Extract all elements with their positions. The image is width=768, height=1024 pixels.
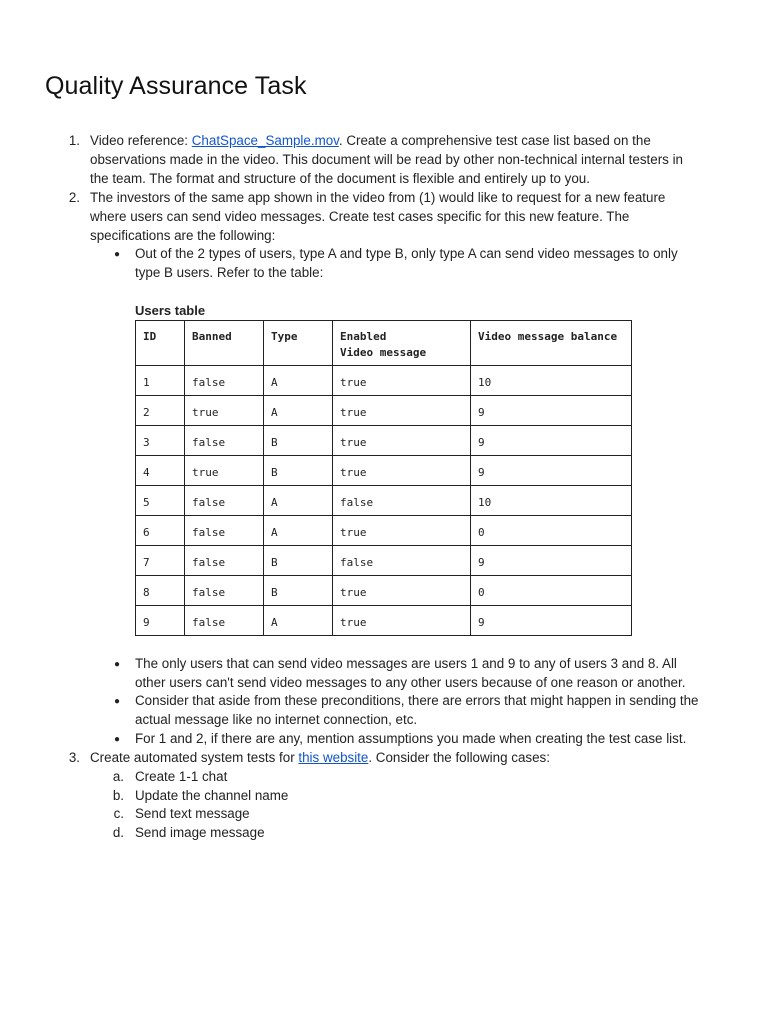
spec-bullet-2-line-1: The only users that can send video messages are users 1 and 9 to any of users 3 and 8. All bbox=[135, 656, 677, 671]
users-table-body bbox=[136, 366, 632, 636]
header-video-message-balance: Video message balance bbox=[471, 321, 632, 366]
cell-type: A bbox=[264, 366, 333, 396]
cell-banned: false bbox=[185, 516, 264, 546]
cell-type: B bbox=[264, 576, 333, 606]
header-enabled-line-2: Video message bbox=[340, 346, 427, 359]
cell-id: 8 bbox=[136, 576, 185, 606]
item-2-line-2: where users can send video messages. Create test cases specific for this new feature. The bbox=[90, 209, 630, 224]
header-enabled-line-1: Enabled bbox=[340, 330, 387, 343]
cell-type: B bbox=[264, 456, 333, 486]
table-row bbox=[136, 486, 632, 516]
cell-type: B bbox=[264, 546, 333, 576]
spec-bullet-3-line-2: actual message like no internet connection, etc. bbox=[135, 712, 418, 727]
bullet-icon: ● bbox=[113, 659, 121, 670]
spec-bullet-3-line-1: Consider that aside from these preconditions, there are errors that might happen in sending the bbox=[135, 693, 699, 708]
cell-banned: true bbox=[185, 396, 264, 426]
cell-banned: false bbox=[185, 486, 264, 516]
users-table-header-row bbox=[136, 321, 632, 366]
cell-type: A bbox=[264, 606, 333, 636]
header-type: Type bbox=[264, 321, 333, 366]
spec-bullet-1-line-2: type B users. Refer to the table: bbox=[135, 265, 324, 280]
page-title: Quality Assurance Task bbox=[45, 72, 307, 100]
users-table-caption: Users table bbox=[135, 303, 206, 318]
cell-id: 4 bbox=[136, 456, 185, 486]
cell-id: 2 bbox=[136, 396, 185, 426]
cell-enabled: false bbox=[333, 546, 471, 576]
cell-balance: 9 bbox=[471, 606, 632, 636]
item-1-line-1 bbox=[90, 132, 651, 151]
video-reference-link[interactable]: ChatSpace_Sample.mov bbox=[191, 133, 339, 148]
sub-item-send-image: Send image message bbox=[135, 825, 265, 840]
cell-banned: true bbox=[185, 456, 264, 486]
bullet-icon: ● bbox=[113, 249, 121, 260]
cell-id: 7 bbox=[136, 546, 185, 576]
sub-item-send-text: Send text message bbox=[135, 806, 250, 821]
sub-item-letter: d. bbox=[112, 825, 124, 840]
cell-type: A bbox=[264, 486, 333, 516]
cell-banned: false bbox=[185, 546, 264, 576]
table-row bbox=[136, 426, 632, 456]
item-1-prefix: Video reference: bbox=[90, 133, 192, 148]
bullet-icon: ● bbox=[113, 696, 121, 707]
header-banned: Banned bbox=[185, 321, 264, 366]
cell-balance: 9 bbox=[471, 456, 632, 486]
table-row bbox=[136, 516, 632, 546]
cell-enabled: true bbox=[333, 606, 471, 636]
cell-id: 1 bbox=[136, 366, 185, 396]
table-row bbox=[136, 546, 632, 576]
cell-balance: 9 bbox=[471, 426, 632, 456]
cell-banned: false bbox=[185, 576, 264, 606]
table-row bbox=[136, 456, 632, 486]
cell-enabled: true bbox=[333, 366, 471, 396]
cell-balance: 10 bbox=[471, 486, 632, 516]
list-number-1: 1. bbox=[68, 133, 80, 148]
table-row bbox=[136, 396, 632, 426]
item-1-line-3: the team. The format and structure of the document is flexible and entirely up to you. bbox=[90, 171, 590, 186]
item-1-line-1-rest: . Create a comprehensive test case list based on the bbox=[338, 133, 651, 148]
cell-enabled: true bbox=[333, 516, 471, 546]
spec-bullet-2-line-2: other users can't send video messages to any other users because of one reason or another. bbox=[135, 675, 686, 690]
item-3-suffix: . Consider the following cases: bbox=[368, 750, 550, 765]
spec-bullet-1-line-1: Out of the 2 types of users, type A and type B, only type A can send video messages to only bbox=[135, 246, 678, 261]
cell-balance: 0 bbox=[471, 516, 632, 546]
item-1-line-2: observations made in the video. This document will be read by other non-technical internal testers in bbox=[90, 152, 683, 167]
sub-item-letter: b. bbox=[112, 788, 124, 803]
item-2-line-3: specifications are the following: bbox=[90, 228, 276, 243]
header-id: ID bbox=[136, 321, 185, 366]
item-3-line-1 bbox=[90, 749, 550, 768]
cell-enabled: false bbox=[333, 486, 471, 516]
table-row bbox=[136, 606, 632, 636]
sub-item-letter: c. bbox=[113, 806, 124, 821]
item-3-prefix: Create automated system tests for bbox=[90, 750, 299, 765]
cell-id: 9 bbox=[136, 606, 185, 636]
cell-enabled: true bbox=[333, 576, 471, 606]
cell-type: A bbox=[264, 516, 333, 546]
cell-id: 6 bbox=[136, 516, 185, 546]
bullet-icon: ● bbox=[113, 734, 121, 745]
table-row bbox=[136, 576, 632, 606]
website-link[interactable]: this website bbox=[298, 750, 369, 765]
table-row bbox=[136, 366, 632, 396]
cell-enabled: true bbox=[333, 396, 471, 426]
cell-balance: 9 bbox=[471, 396, 632, 426]
cell-id: 5 bbox=[136, 486, 185, 516]
list-number-3: 3. bbox=[68, 750, 80, 765]
item-2-line-1: The investors of the same app shown in the video from (1) would like to request for a new feature bbox=[90, 190, 666, 205]
cell-id: 3 bbox=[136, 426, 185, 456]
cell-banned: false bbox=[185, 426, 264, 456]
header-enabled-video-message bbox=[333, 321, 471, 366]
spec-bullet-4-line-1: For 1 and 2, if there are any, mention assumptions you made when creating the test case list. bbox=[135, 731, 687, 746]
users-table bbox=[135, 320, 632, 636]
list-number-2: 2. bbox=[68, 190, 80, 205]
cell-balance: 0 bbox=[471, 576, 632, 606]
cell-banned: false bbox=[185, 366, 264, 396]
cell-balance: 10 bbox=[471, 366, 632, 396]
cell-type: A bbox=[264, 396, 333, 426]
cell-balance: 9 bbox=[471, 546, 632, 576]
cell-enabled: true bbox=[333, 426, 471, 456]
sub-item-letter: a. bbox=[112, 769, 124, 784]
sub-item-update-channel: Update the channel name bbox=[135, 788, 289, 803]
cell-enabled: true bbox=[333, 456, 471, 486]
cell-banned: false bbox=[185, 606, 264, 636]
sub-item-create-chat: Create 1-1 chat bbox=[135, 769, 228, 784]
cell-type: B bbox=[264, 426, 333, 456]
